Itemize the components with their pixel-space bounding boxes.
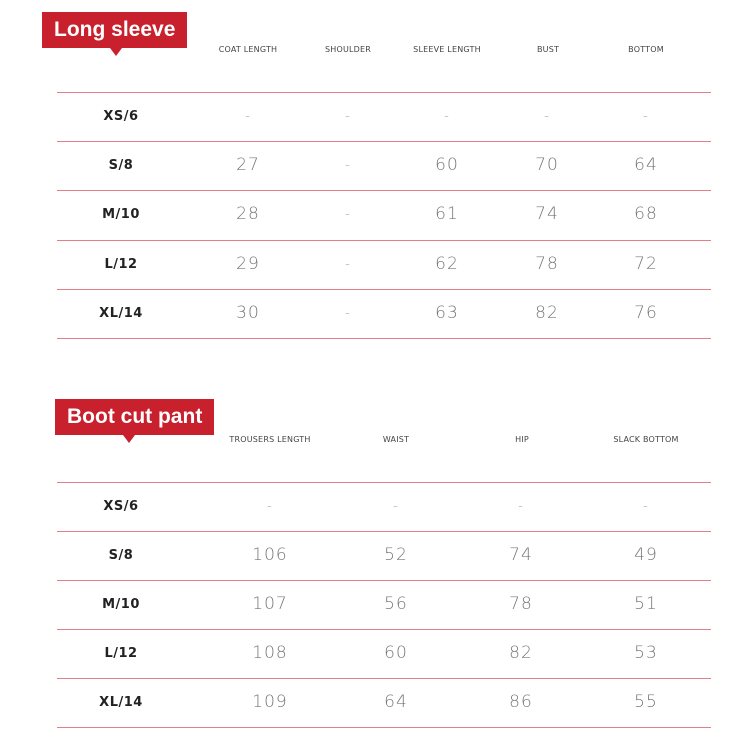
size-label: XL/14 [99,306,143,321]
column-header: BUST [536,45,560,54]
size-label: S/8 [108,548,134,563]
measurement-value: - [245,109,251,124]
measurement-value: 78 [535,254,559,274]
column-header: SLEEVE LENGTH [413,45,481,54]
table-row [57,482,711,531]
table-row [57,92,711,141]
measurement-value: 55 [634,692,658,712]
measurement-value: 63 [435,303,459,323]
measurement-value: 62 [435,254,459,274]
measurement-value: - [267,499,273,514]
column-header: SHOULDER [324,45,372,54]
measurement-value: 64 [634,155,658,175]
measurement-value: 74 [535,204,559,224]
measurement-value: 29 [236,254,260,274]
table-row [57,190,711,239]
section-title-tag: Long sleeve [42,12,187,48]
size-label: XS/6 [103,499,139,514]
measurement-value: 60 [435,155,459,175]
measurement-value: 28 [236,204,260,224]
row-divider [57,338,711,339]
size-label: XS/6 [103,109,139,124]
measurement-value: 70 [535,155,559,175]
table-row [57,580,711,629]
measurement-value: - [518,499,524,514]
measurement-value: 68 [634,204,658,224]
measurement-value: 109 [252,692,288,712]
measurement-value: 107 [252,594,288,614]
measurement-value: 60 [384,643,408,663]
measurement-value: - [345,109,351,124]
measurement-value: 106 [252,545,288,565]
measurement-value: 53 [634,643,658,663]
measurement-value: 82 [509,643,533,663]
size-label: M/10 [102,207,140,222]
size-label: L/12 [104,646,138,661]
measurement-value: 78 [509,594,533,614]
measurement-value: - [345,257,351,272]
column-header: HIP [515,435,529,444]
section-title-tag: Boot cut pant [55,399,214,435]
size-label: S/8 [108,158,134,173]
measurement-value: - [393,499,399,514]
table-row [57,678,711,727]
column-header: SLACK BOTTOM [613,435,679,444]
measurement-value: 76 [634,303,658,323]
measurement-value: 82 [535,303,559,323]
measurement-value: - [544,109,550,124]
measurement-value: - [345,207,351,222]
table-row [57,240,711,289]
column-header: BOTTOM [628,45,664,54]
size-label: M/10 [102,597,140,612]
size-label: XL/14 [99,695,143,710]
measurement-value: 49 [634,545,658,565]
measurement-value: 30 [236,303,260,323]
measurement-value: 74 [509,545,533,565]
table-row [57,629,711,678]
measurement-value: 51 [634,594,658,614]
measurement-value: - [643,109,649,124]
measurement-value: - [345,306,351,321]
measurement-value: 86 [509,692,533,712]
measurement-value: 64 [384,692,408,712]
measurement-value: - [444,109,450,124]
table-row [57,289,711,338]
column-header: WAIST [382,435,410,444]
size-label: L/12 [104,257,138,272]
column-header: TROUSERS LENGTH [229,435,311,444]
column-header: COAT LENGTH [218,45,278,54]
measurement-value: 72 [634,254,658,274]
measurement-value: - [345,158,351,173]
measurement-value: 52 [384,545,408,565]
measurement-value: 108 [252,643,288,663]
row-divider [57,727,711,728]
measurement-value: 56 [384,594,408,614]
measurement-value: 61 [435,204,459,224]
table-row [57,141,711,190]
measurement-value: 27 [236,155,260,175]
table-row [57,531,711,580]
measurement-value: - [643,499,649,514]
